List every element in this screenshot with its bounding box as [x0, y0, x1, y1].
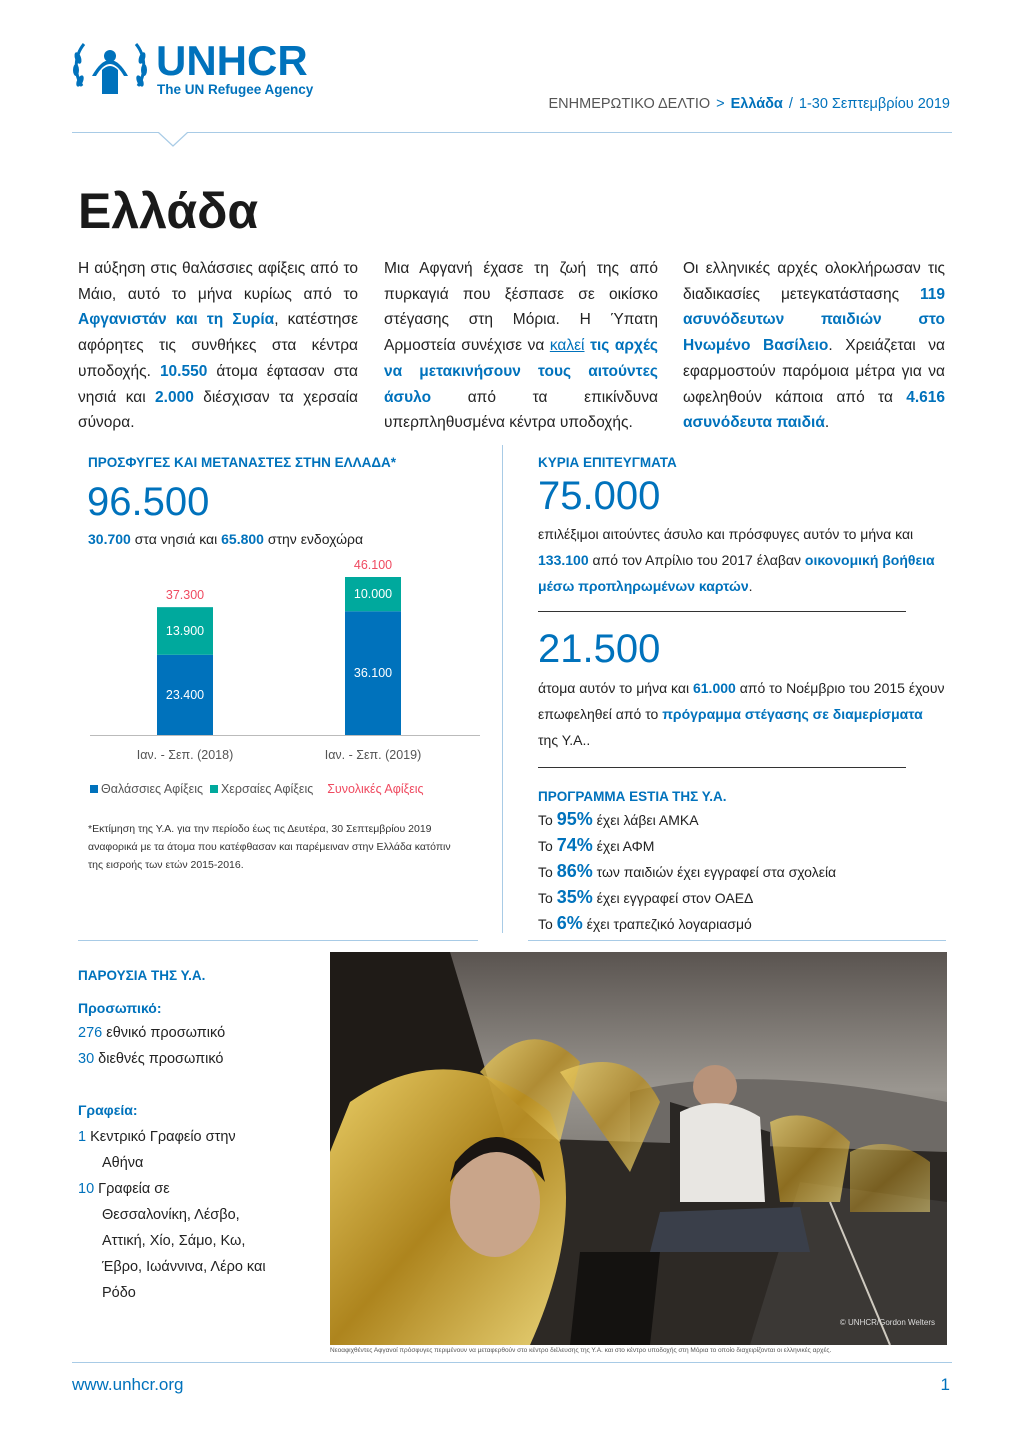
legend-label-total: Συνολικές Αφίξεις [327, 782, 424, 796]
text-span: Το [538, 838, 557, 854]
office-count: 1 [78, 1129, 87, 1145]
breadcrumb-separator: > [716, 96, 725, 112]
achievement-separator [538, 767, 906, 768]
achievement-desc-1 [538, 521, 946, 599]
highlight-number: 61.000 [692, 680, 736, 696]
refugees-breakdown [88, 531, 363, 547]
text-span: Αθήνα [102, 1155, 144, 1171]
breadcrumb-date: 1-30 Σεπτεμβρίου 2019 [798, 96, 950, 112]
page-number: 1 [940, 1375, 950, 1394]
bar-value-label: 36.100 [353, 666, 393, 681]
x-tick-label: Ιαν. - Σεπ. (2018) [136, 748, 234, 762]
photo-caption: Νεοαφιχθέντες Αφγανοί πρόσφυγες περιμένουν να μεταφερθούν στο κέντρο διέλευσης της Υ.Α. και στο κέντρο υποδοχής στη Μόρια το οποίο διαχειρίζονται οι ελληνικές αρχές. [330, 1347, 832, 1354]
breadcrumb-doc-type: ΕΝΗΜΕΡΩΤΙΚΟ ΔΕΛΤΙΟ [548, 96, 711, 112]
org-tagline: The UN Refugee Agency [157, 82, 314, 97]
highlight-land-arrivals: 2.000 [155, 388, 194, 406]
text-span: στην ενδοχώρα [263, 531, 364, 547]
text-span: από το Νοέμβριο του 2015 έχουν επωφεληθεί από το [538, 680, 945, 722]
bar-value-label: 23.400 [165, 687, 205, 702]
text-span: από τον Απρίλιο του 2017 έλαβαν [588, 552, 805, 568]
legend-label-land: Χερσαίες Αφίξεις [220, 782, 314, 796]
chart-legend [90, 782, 424, 796]
page-title: Ελλάδα [78, 183, 259, 239]
text-span: Οι ελληνικές αρχές ολοκλήρωσαν τις διαδικασίες μετεγκατάστασης [683, 260, 945, 303]
x-tick-label: Ιαν. - Σεπ. (2019) [324, 748, 422, 762]
text-span: Το [538, 890, 557, 906]
office-field [78, 1176, 278, 1306]
text-span: έχει λάβει ΑΜΚΑ [592, 812, 699, 828]
column-divider [502, 445, 503, 933]
header-divider [72, 132, 952, 133]
staff-international [78, 1046, 223, 1072]
achievement-number-2: 21.500 [538, 627, 661, 671]
intro-paragraph-2 [384, 256, 658, 436]
achievements-section-title: ΚΥΡΙΑ ΕΠΙΤΕΥΓΜΑΤΑ [538, 455, 677, 470]
highlight-sea-arrivals: 10.550 [159, 362, 208, 380]
text-span: Θεσσαλονίκη, Λέσβο, Αττική, Χίο, Σάμο, Κω, Έβρο, Ιωάννινα, Λέρο και Ρόδο [102, 1207, 266, 1301]
text-span: έχει εγγραφεί στον ΟΑΕΔ [592, 890, 754, 906]
presence-section-title: ΠΑΡΟΥΣΙΑ ΤΗΣ Υ.Α. [78, 968, 206, 983]
staff-count: 30 [78, 1051, 95, 1067]
list-item [538, 806, 836, 832]
achievement-separator [538, 611, 906, 612]
highlight-number: 133.100 [538, 552, 589, 568]
highlight-cash-cards: οικονομική βοήθεια μέσω προπληρωμένων καρτών [538, 552, 935, 594]
mainland-count: 65.800 [221, 531, 264, 547]
bar-total-label: 37.300 [165, 588, 205, 603]
text-span: Το [538, 864, 557, 880]
legend-swatch-sea [90, 785, 98, 793]
text-span: Γραφεία σε [94, 1181, 170, 1197]
achievement-number-1: 75.000 [538, 474, 661, 518]
breadcrumb-country: Ελλάδα [730, 96, 783, 112]
highlight-unaccompanied: 4.616 ασυνόδευτα παιδιά [683, 388, 945, 432]
unhcr-emblem-icon [72, 36, 148, 98]
office-main [78, 1124, 278, 1176]
text-span: . Χρειάζεται να εφαρμοστούν παρόμοια μέτρα για να ωφεληθούν κάποια από τα [683, 337, 945, 406]
photo-credit: © UNHCR/Gordon Welters [839, 1318, 935, 1327]
highlight-countries: Αφγανιστάν και τη Συρία [78, 311, 275, 329]
list-item [538, 884, 836, 910]
section-divider [528, 940, 946, 941]
org-name: UNHCR [156, 37, 308, 84]
footer-url-link[interactable]: www.unhcr.org [72, 1375, 184, 1394]
text-span: Το [538, 812, 557, 828]
list-item [538, 910, 836, 936]
intro-paragraph-3 [683, 256, 945, 436]
legend-swatch-land [210, 785, 218, 793]
offices-heading: Γραφεία: [78, 1102, 138, 1118]
highlight-children-uk: 119 ασυνόδευτων παιδιών στο Ηνωμένο Βασίλειο [683, 285, 945, 355]
text-span: . [824, 414, 830, 432]
arrivals-bar-chart [80, 555, 490, 770]
islands-count: 30.700 [88, 531, 131, 547]
text-span: από τα επικίνδυνα υπερπληθυσμένα κέντρα υποδοχής. [384, 388, 658, 432]
section-divider [78, 940, 478, 941]
refugees-photo [330, 952, 947, 1345]
text-span: εθνικό προσωπικό [102, 1025, 226, 1041]
text-span: έχει ΑΦΜ [592, 838, 655, 854]
text-span: Το [538, 916, 557, 932]
achievement-desc-2 [538, 675, 946, 753]
intro-paragraph-1 [78, 256, 358, 436]
text-span: Κεντρικό Γραφείο στην [86, 1129, 236, 1145]
text-span: διεθνές προσωπικό [94, 1051, 224, 1067]
highlight-relocate: τις αρχές να μετακινήσουν τους αιτούντες άσυλο [384, 337, 658, 406]
text-span: επιλέξιμοι αιτούντες άσυλο και πρόσφυγες αυτόν το μήνα και [538, 526, 914, 542]
text-span: Η αύξηση στις θαλάσσιες αφίξεις από το Μάιο, αυτό το μήνα κυρίως από το [78, 260, 358, 303]
refugees-section-title: ΠΡΟΣΦΥΓΕΣ ΚΑΙ ΜΕΤΑΝΑΣΤΕΣ ΣΤΗΝ ΕΛΛΑΔΑ* [88, 455, 397, 470]
text-span: της Υ.Α.. [538, 732, 591, 748]
legend-label-sea: Θαλάσσιες Αφίξεις [101, 782, 204, 796]
estia-percent: 35% [556, 887, 593, 907]
header-notch-icon [158, 132, 188, 148]
text-span: διέσχισαν τα χερσαία σύνορα. [78, 388, 359, 432]
office-count: 10 [78, 1181, 95, 1197]
highlight-housing: πρόγραμμα στέγασης σε διαμερίσματα [662, 706, 923, 722]
estia-percent: 74% [556, 835, 593, 855]
text-span: . [748, 578, 753, 594]
breadcrumb-separator: / [788, 96, 793, 112]
estia-list [538, 806, 836, 936]
refugees-footnote: *Εκτίμηση της Υ.Α. για την περίοδο έως τις Δευτέρα, 30 Σεπτεμβρίου 2019 αναφορικά με τα άτομα που κατέφθασαν και παρέμειναν στην Ελλάδα κατόπιν της εισροής των ετών 2015-2016. [88, 823, 451, 871]
call-link[interactable]: καλεί [549, 337, 585, 355]
staff-national [78, 1020, 225, 1046]
photo-illustration [330, 952, 947, 1345]
staff-heading: Προσωπικό: [78, 1000, 162, 1016]
text-span: των παιδιών έχει εγγραφεί στα σχολεία [592, 864, 837, 880]
text-span: στα νησιά και [130, 531, 222, 547]
text-span: έχει τραπεζικό λογαριασμό [582, 916, 752, 932]
text-span: άτομα έφτασαν στα νησιά και [78, 362, 359, 406]
estia-percent: 6% [556, 913, 583, 933]
refugees-total: 96.500 [87, 480, 210, 524]
estia-percent: 95% [556, 809, 593, 829]
text-span: Μια Αφγανή έχασε τη ζωή της από πυρκαγιά που ξέσπασε σε οικίσκο στέγασης στη Μόρια. Η Ύπατη Αρμοστεία συνέχισε να [384, 260, 658, 355]
staff-count: 276 [78, 1025, 103, 1041]
footer-divider [72, 1362, 952, 1363]
text-span: άτομα αυτόν το μήνα και [538, 680, 693, 696]
text-span: , κατέστησε αφόρητες τις συνθήκες στα κέντρα υποδοχής. [78, 311, 358, 380]
bar-value-label: 13.900 [165, 623, 205, 638]
estia-section-title: ΠΡΟΓΡΑΜΜΑ ESTIA ΤΗΣ Υ.Α. [538, 789, 727, 804]
breadcrumb [549, 96, 951, 112]
estia-percent: 86% [556, 861, 593, 881]
list-item [538, 832, 836, 858]
bar-total-label: 46.100 [353, 558, 393, 572]
bar-value-label: 10.000 [353, 587, 393, 602]
list-item [538, 858, 836, 884]
